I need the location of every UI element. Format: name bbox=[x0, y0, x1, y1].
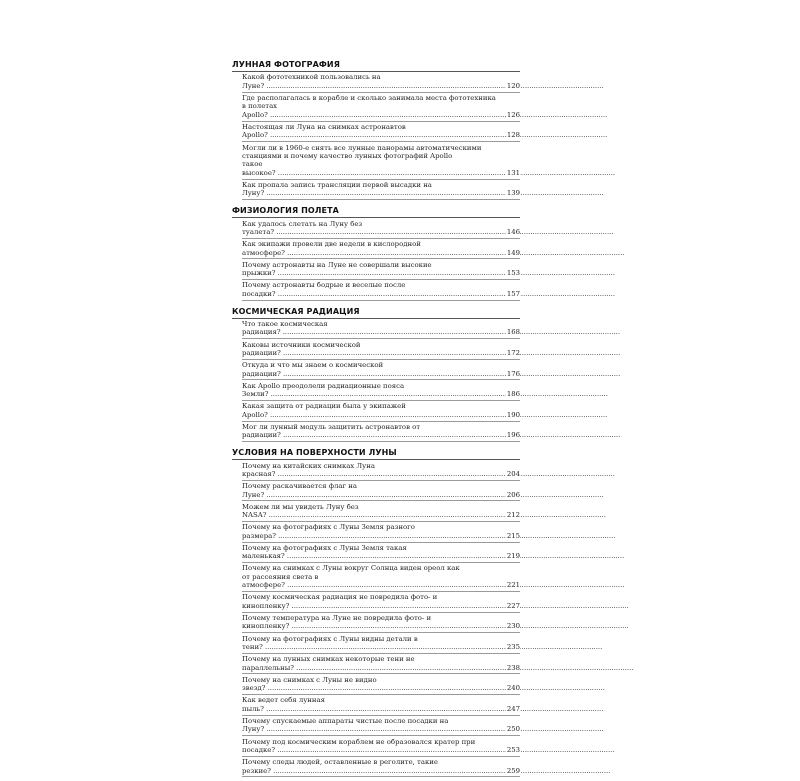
toc-entry-title: Как экипажи провели две недели в кислородной атмосфере? ..... bbox=[242, 240, 520, 257]
toc-entry-page-number: 149 bbox=[506, 248, 520, 257]
toc-entry bbox=[242, 674, 520, 695]
toc-entry bbox=[242, 380, 520, 401]
toc-entry bbox=[242, 259, 520, 280]
toc-entry-title: Почему на фотографиях с Луны Земля разного размера? ..... bbox=[242, 523, 520, 540]
toc-entry-title: Настоящая ли Луна на снимках астронавтов Apollo? ..... bbox=[242, 123, 520, 140]
toc-entry-title: Почему на китайских снимках Луна красная? ..... bbox=[242, 462, 520, 479]
toc-entry-title: Почему температура на Луне не повредила фото- и кинопленку? ..... bbox=[242, 614, 520, 631]
toc-entry-title: Где располагалась в корабле и сколько занимала места фототехника в полетах Apollo? ..... bbox=[242, 94, 520, 119]
toc-entry-title: Как удалось слетать на Луну без туалета? ..... bbox=[242, 220, 520, 237]
toc-entry bbox=[242, 239, 520, 260]
toc-section bbox=[232, 446, 520, 777]
toc-entry-title: Почему спускаемые аппараты чистые после посадки на Луну? ..... bbox=[242, 717, 520, 734]
table-of-contents bbox=[232, 58, 520, 781]
toc-entry-page-number: 227 bbox=[506, 601, 520, 610]
toc-entry-page-number: 176 bbox=[506, 369, 520, 378]
toc-entry-title: Почему космическая радиация не повредила фото- и кинопленку? ..... bbox=[242, 593, 520, 610]
toc-entry bbox=[242, 695, 520, 716]
toc-entry-title: Можем ли мы увидеть Луну без NASA? ..... bbox=[242, 503, 520, 520]
toc-entry-page-number: 212 bbox=[506, 511, 520, 520]
toc-entry-page-number: 240 bbox=[506, 684, 520, 693]
section-title: ФИЗИОЛОГИЯ ПОЛЕТА bbox=[232, 204, 520, 218]
toc-entry bbox=[242, 481, 520, 502]
toc-entry-title: Почему раскачивается флаг на Луне? ..... bbox=[242, 482, 520, 499]
toc-entry bbox=[242, 654, 520, 675]
toc-entry-title: Могли ли в 1960-е снять все лунные панорамы автоматическими станциями и почему качество лунных фотографий Apollo такое высокое? ..... bbox=[242, 144, 520, 178]
toc-entry bbox=[242, 501, 520, 522]
toc-entry bbox=[242, 142, 520, 179]
toc-entry bbox=[242, 716, 520, 737]
toc-entry bbox=[242, 360, 520, 381]
toc-entry-title: Мог ли лунный модуль защитить астронавтов от радиации? ..... bbox=[242, 423, 520, 440]
toc-entry-page-number: 128 bbox=[506, 131, 520, 140]
toc-section bbox=[232, 58, 520, 200]
toc-entry-title: Каковы источники космической радиации? ..... bbox=[242, 341, 520, 358]
toc-entry bbox=[242, 563, 520, 592]
toc-section bbox=[232, 204, 520, 300]
toc-entry bbox=[242, 280, 520, 301]
toc-entry-page-number: 153 bbox=[506, 269, 520, 278]
toc-entry-page-number: 204 bbox=[506, 469, 520, 478]
toc-entry-page-number: 190 bbox=[506, 410, 520, 419]
toc-entry-page-number: 250 bbox=[506, 725, 520, 734]
toc-entry-page-number: 215 bbox=[506, 531, 520, 540]
toc-entry-list bbox=[232, 218, 520, 300]
toc-entry bbox=[242, 218, 520, 239]
toc-entry-page-number: 131 bbox=[506, 168, 520, 177]
toc-entry-title: Какая защита от радиации была у экипажей Apollo? ..... bbox=[242, 402, 520, 419]
toc-entry-page-number: 168 bbox=[506, 328, 520, 337]
toc-entry-page-number: 196 bbox=[506, 431, 520, 440]
toc-entry-title: Почему на снимках с Луны не видно звезд? ..... bbox=[242, 676, 520, 693]
toc-entry-title: Почему астронавты бодрые и веселые после посадки? ..... bbox=[242, 281, 520, 298]
toc-entry-page-number: 206 bbox=[506, 490, 520, 499]
toc-entry bbox=[242, 122, 520, 143]
toc-entry-page-number: 146 bbox=[506, 227, 520, 236]
toc-entry bbox=[242, 339, 520, 360]
toc-entry-page-number: 120 bbox=[506, 81, 520, 90]
toc-entry-title: Какой фототехникой пользовались на Луне? ..... bbox=[242, 73, 520, 90]
toc-entry bbox=[242, 633, 520, 654]
toc-entry bbox=[242, 522, 520, 543]
toc-entry bbox=[242, 422, 520, 443]
toc-entry bbox=[242, 757, 520, 778]
toc-entry-title: Как ведет себя лунная пыль? ..... bbox=[242, 696, 520, 713]
toc-entry-title: Почему следы людей, оставленные в реголите, такие резкие? ..... bbox=[242, 758, 520, 775]
toc-entry-page-number: 259 bbox=[506, 766, 520, 775]
toc-entry-title: Как Apollo преодолели радиационные пояса Земли? ..... bbox=[242, 382, 520, 399]
toc-entry bbox=[242, 93, 520, 122]
toc-entry bbox=[242, 401, 520, 422]
toc-entry bbox=[242, 543, 520, 564]
toc-entry-page-number: 186 bbox=[506, 390, 520, 399]
toc-entry-title: Почему на фотографиях с Луны Земля такая маленькая? ..... bbox=[242, 544, 520, 561]
toc-entry-page-number: 230 bbox=[506, 622, 520, 631]
toc-entry-page-number: 126 bbox=[506, 110, 520, 119]
toc-entry-page-number: 219 bbox=[506, 552, 520, 561]
toc-entry-list bbox=[232, 460, 520, 777]
toc-entry-page-number: 157 bbox=[506, 289, 520, 298]
toc-entry-title: Почему на снимках с Луны вокруг Солнца виден ореол как от рассеяния света в атмосфере? ..... bbox=[242, 564, 520, 589]
toc-entry-title: Как пропала запись трансляции первой высадки на Луну? ..... bbox=[242, 181, 520, 198]
toc-entry-title: Почему под космическим кораблем не образовался кратер при посадке? ..... bbox=[242, 738, 520, 755]
toc-entry bbox=[242, 72, 520, 93]
toc-entry-title: Почему астронавты на Луне не совершали высокие прыжки? ..... bbox=[242, 261, 520, 278]
toc-entry-title: Откуда и что мы знаем о космической радиации? ..... bbox=[242, 361, 520, 378]
toc-entry-title: Что такое космическая радиация? ..... bbox=[242, 320, 520, 337]
toc-entry-list bbox=[232, 72, 520, 200]
toc-entry bbox=[242, 736, 520, 757]
toc-entry-page-number: 221 bbox=[506, 581, 520, 590]
toc-entry-title: Почему на лунных снимках некоторые тени не параллельны? ..... bbox=[242, 655, 520, 672]
toc-entry bbox=[242, 180, 520, 201]
toc-entry bbox=[242, 613, 520, 634]
toc-entry bbox=[242, 460, 520, 481]
toc-section bbox=[232, 305, 520, 443]
section-title: ЛУННАЯ ФОТОГРАФИЯ bbox=[232, 58, 520, 72]
toc-entry-page-number: 172 bbox=[506, 348, 520, 357]
toc-entry-page-number: 238 bbox=[506, 663, 520, 672]
toc-entry bbox=[242, 319, 520, 340]
section-title: УСЛОВИЯ НА ПОВЕРХНОСТИ ЛУНЫ bbox=[232, 446, 520, 460]
toc-entry-page-number: 235 bbox=[506, 643, 520, 652]
toc-entry-page-number: 139 bbox=[506, 189, 520, 198]
toc-entry bbox=[242, 592, 520, 613]
toc-entry-page-number: 247 bbox=[506, 704, 520, 713]
toc-entry-list bbox=[232, 319, 520, 443]
toc-entry-title: Почему на фотографиях с Луны видны детали в тени? ..... bbox=[242, 635, 520, 652]
toc-entry-page-number: 253 bbox=[506, 746, 520, 755]
section-title: КОСМИЧЕСКАЯ РАДИАЦИЯ bbox=[232, 305, 520, 319]
